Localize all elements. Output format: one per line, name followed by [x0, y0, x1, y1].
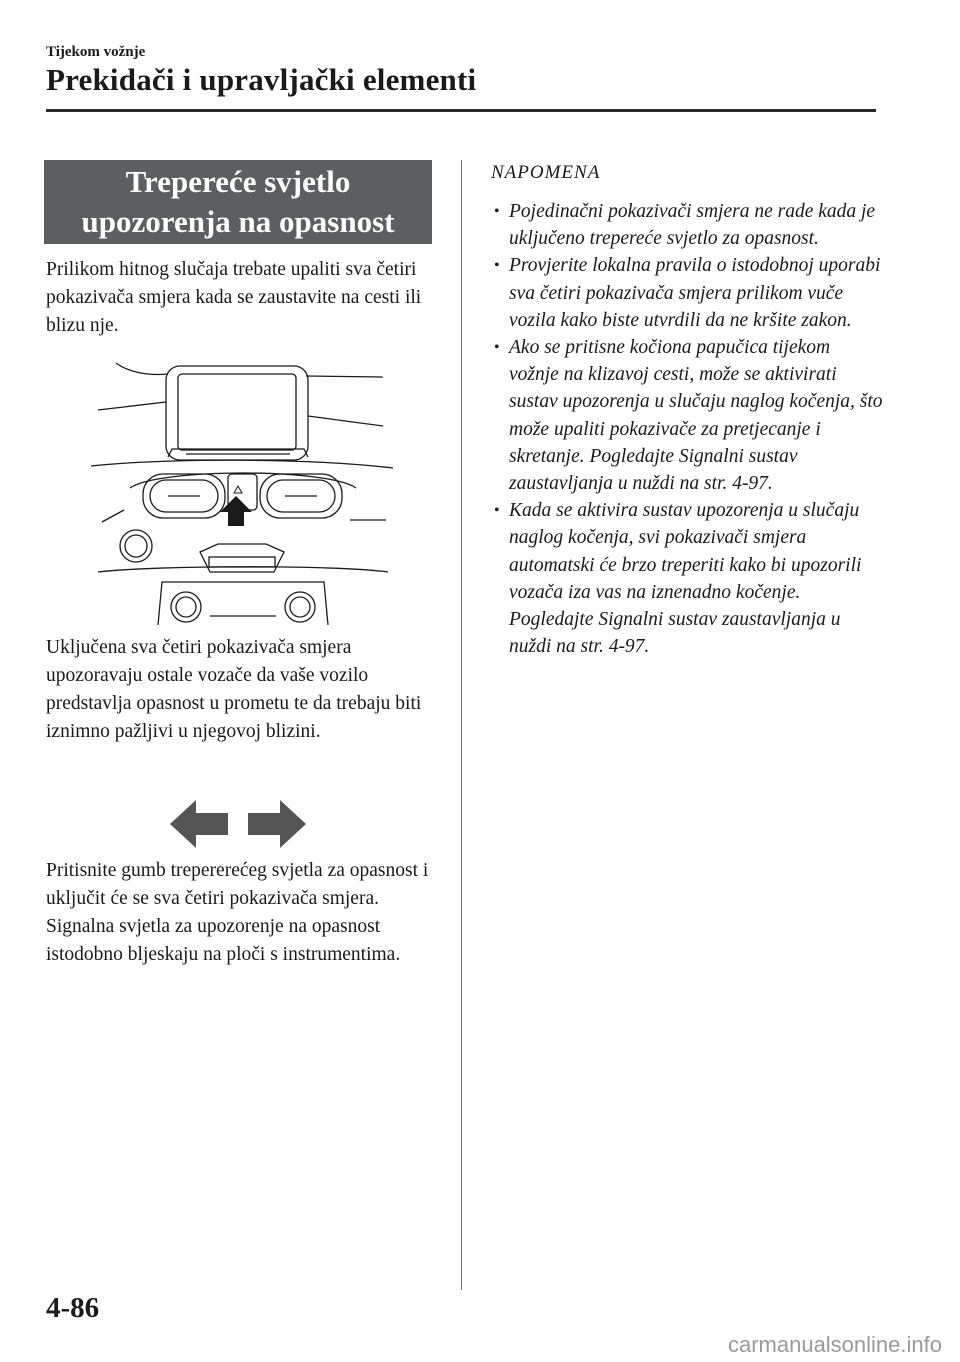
bullet-icon: • — [494, 339, 500, 357]
intro-paragraph: Prilikom hitnog slučaja trebate upaliti sva četiri pokazivača smjera kada se zaustavite na cesti ili blizu nje. — [46, 259, 422, 336]
note-list — [492, 198, 884, 660]
dashboard-figure — [88, 350, 398, 625]
dashboard-hazard-switch-illustration — [88, 350, 398, 625]
note-item — [492, 334, 884, 497]
turn-signal-arrows-icon — [170, 800, 306, 848]
arrows-figure — [170, 800, 306, 848]
breadcrumb: Tijekom vožnje — [46, 44, 146, 60]
note-item — [492, 198, 884, 252]
right-arrow-icon — [248, 800, 306, 848]
note-item — [492, 497, 884, 660]
note-text: Ako se pritisne kočiona papučica tijekom vožnje na klizavoj cesti, može se aktivirati sustav upozorenja u slučaju naglog kočenja, što može upaliti pokazivače za pretjecanje i skretanje. Pogledajte Signalni sustav zaustavljanja u nuždi na str. 4-97. — [509, 337, 883, 495]
page-number: 4-86 — [46, 1292, 100, 1324]
section-heading-line1: Trepereće svjetlo — [125, 164, 351, 199]
note-title: NAPOMENA — [491, 162, 601, 183]
bullet-icon: • — [494, 257, 500, 275]
section-heading-box — [44, 160, 432, 244]
left-arrow-icon — [170, 800, 228, 848]
note-item — [492, 252, 884, 334]
note-text: Kada se aktivira sustav upozorenja u slučaju naglog kočenja, svi pokazivači smjera automatski će brzo treperiti kako bi upozorili vozača iza vas na iznenadno kočenje. Pogledajte Signalni sustav zaustavljanja u nuždi na str. 4-97. — [509, 500, 862, 658]
note-text: Pojedinačni pokazivači smjera ne rade kada je uključeno trepereće svjetlo za opasnost. — [509, 201, 876, 250]
column-divider — [461, 160, 462, 1290]
page-title: Prekidači i upravljački elementi — [46, 62, 477, 97]
bullet-icon: • — [494, 502, 500, 520]
paragraph-3: Pritisnite gumb trepererećeg svjetla za opasnost i uključit će se sva četiri pokazivača smjera. Signalna svjetla za upozorenje na opasnost istodobno bljeskaju na ploči s instrumentima. — [46, 860, 429, 965]
watermark: carmanualsonline.info — [727, 1332, 942, 1357]
bullet-icon: • — [494, 203, 500, 220]
paragraph-2: Uključena sva četiri pokazivača smjera upozoravaju ostale vozače da vaše vozilo predstavlja opasnost u prometu te da trebaju biti iznimno pažljivi u njegovoj blizini. — [46, 637, 422, 742]
section-heading-line2: upozorenja na opasnost — [81, 204, 395, 239]
note-text: Provjerite lokalna pravila o istodobnoj uporabi sva četiri pokazivača smjera prilikom vuče vozila kako biste utvrdili da ne kršite zakon. — [509, 255, 881, 331]
title-rule — [46, 109, 876, 112]
